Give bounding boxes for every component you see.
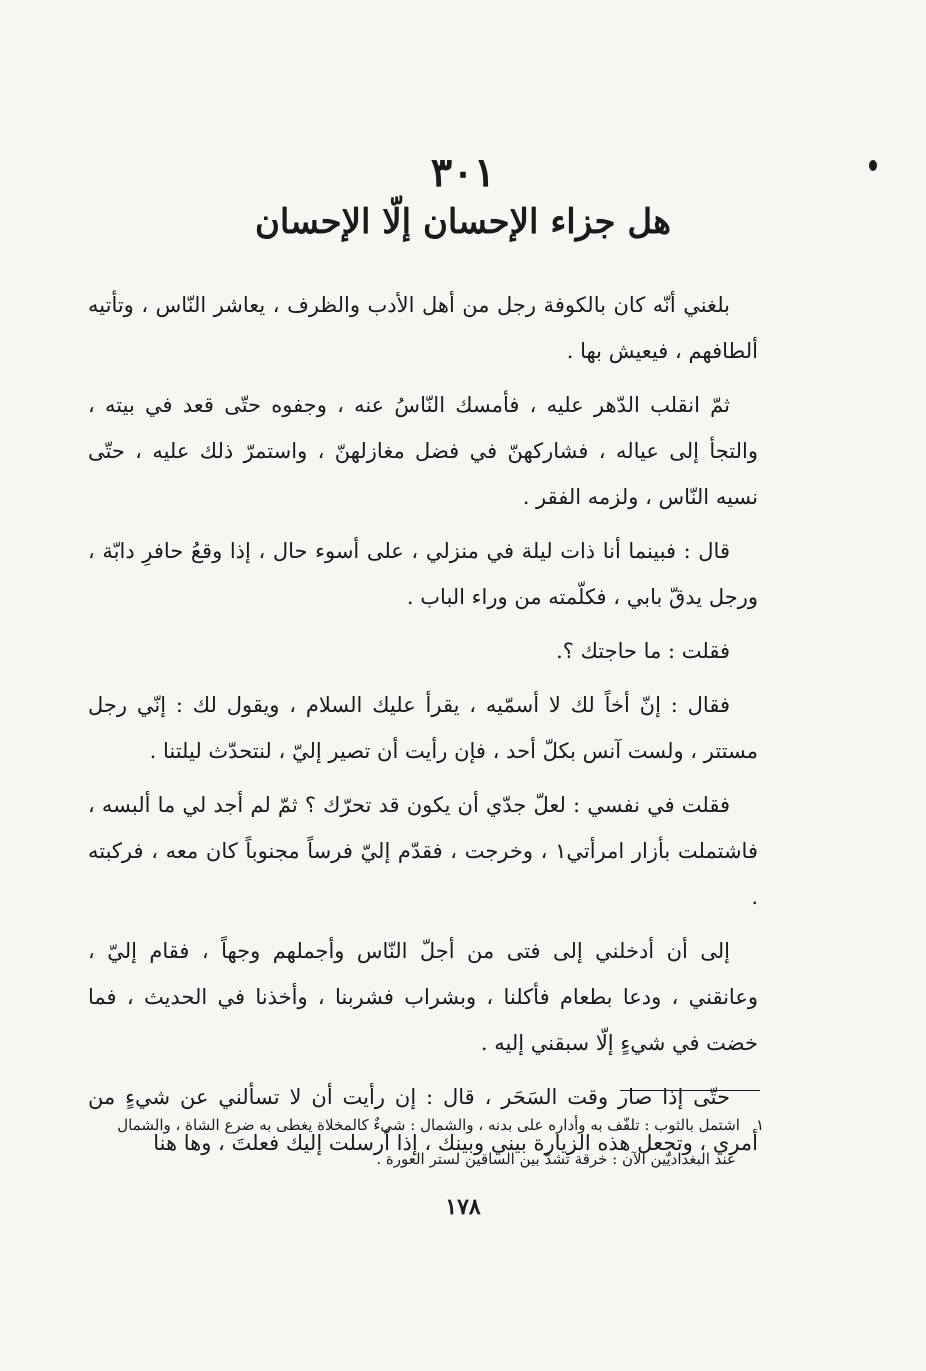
paragraph: إلى أن أدخلني إلى فتى من أجلّ النّاس وأجملهم وجهاً ، فقام إليّ ، وعانقني ، ودعا بطعام فأكلنا ، وبشراب فشربنا ، وأخذنا في الحديث ، فما خضت في شيءٍ إلّا سبقني إليه .: [88, 939, 758, 1055]
paragraph: فقال : إنّ أخاً لك لا أسمّيه ، يقرأ عليك السلام ، ويقول لك : إنّي رجل مستتر ، ولست آنس بكلّ أحد ، فإن رأيت أن تصير إليّ ، لنتحدّث ليلتنا .: [88, 693, 758, 763]
footnote-text-line1: اشتمل بالثوب : تلفّف به وأداره على بدنه ، والشمال : شيءٌ كالمخلاة يغطى به ضرع الشاة ، والشمال: [117, 1116, 740, 1134]
body-text: [88, 282, 758, 1174]
entry-title: هل جزاء الإحسان إلّا الإحسان: [254, 202, 672, 242]
footnote-divider: [620, 1090, 760, 1091]
footnote-number: ١: [755, 1116, 764, 1134]
paragraph: فقلت في نفسي : لعلّ جدّي أن يكون قد تحرّك ؟ ثمّ لم أجد لي ما ألبسه ، فاشتملت بأزار امرأتي١ ، وخرجت ، فقدّم إليّ فرساً مجنوباً كان معه ، فركبته .: [88, 793, 758, 909]
entry-number: ٣٠١: [430, 149, 496, 196]
footnotes: [88, 1108, 764, 1176]
paragraph: حتّى إذا صار وقت السَحَر ، قال : إن رأيت أن لا تسألني عن شيءٍ من أمري ، وتجعل هذه الزيارة بيني وبينك ، إذا أرسلت إليك فعلتَ ، وها هنا: [88, 1085, 758, 1155]
page-number: ١٧٨: [445, 1194, 481, 1220]
paragraph: فقلت : ما حاجتك ؟.: [556, 639, 730, 663]
paragraph: بلغني أنّه كان بالكوفة رجل من أهل الأدب والظرف ، يعاشر النّاس ، وتأتيه ألطافهم ، فيعيش بها .: [88, 293, 758, 363]
footnote-text-line2: عند البغداديّين الآن : خرقة تشدّ بين الساقين لستر العورة .: [376, 1150, 736, 1168]
paragraph: قال : فبينما أنا ذات ليلة في منزلي ، على أسوء حال ، إذا وقعُ حافرِ دابّة ، ورجل يدقّ بابي ، فكلّمته من وراء الباب .: [88, 539, 758, 609]
paragraph: ثمّ انقلب الدّهر عليه ، فأمسك النّاسُ عنه ، وجفوه حتّى قعد في بيته ، والتجأ إلى عياله ، فشاركهنّ في فضل مغازلهنّ ، واستمرّ ذلك عليه ، حتّى نسيه النّاس ، ولزمه الفقر .: [88, 393, 758, 509]
